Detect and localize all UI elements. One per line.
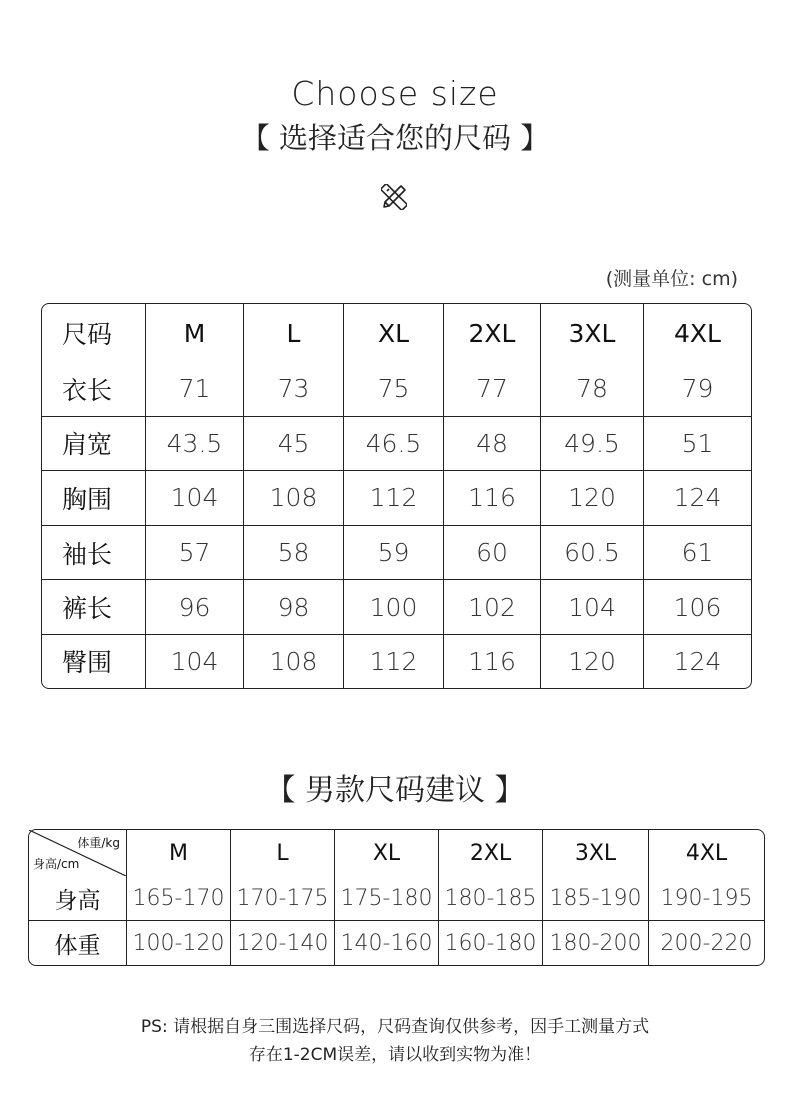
table-cell: 120 [541, 471, 644, 526]
table-row [42, 417, 751, 472]
size-header-cell: L [231, 830, 335, 876]
size-chart-table [41, 303, 752, 689]
footer-note-line-2: 存在1-2CM误差，请以收到实物为准！ [248, 1045, 542, 1065]
page-title-chinese: 【 选择适合您的尺码 】 [240, 121, 550, 155]
size-chart-header-row [42, 304, 751, 362]
footer-note [0, 1013, 790, 1069]
diagonal-corner-cell [29, 830, 127, 876]
table-cell: 104 [146, 471, 244, 526]
table-cell: 116 [444, 635, 541, 688]
row-label: 身高 [29, 876, 127, 921]
table-cell: 59 [344, 526, 444, 581]
table-cell: 108 [244, 471, 344, 526]
size-header-cell: 2XL [439, 830, 543, 876]
table-row [42, 526, 751, 581]
row-label: 裤长 [42, 580, 146, 635]
table-cell: 104 [541, 580, 644, 635]
table-cell: 51 [644, 417, 751, 472]
size-corner-label: 尺码 [42, 304, 146, 362]
table-row [42, 635, 751, 688]
recommend-section-title: 【 男款尺码建议 】 [265, 773, 525, 808]
table-cell: 102 [444, 580, 541, 635]
table-cell: 175-180 [335, 876, 439, 921]
table-cell: 73 [244, 362, 344, 417]
size-header-cell: 2XL [444, 304, 541, 362]
table-cell: 104 [146, 635, 244, 688]
table-row [42, 471, 751, 526]
table-cell: 140-160 [335, 921, 439, 965]
table-cell: 58 [244, 526, 344, 581]
table-cell: 60 [444, 526, 541, 581]
size-header-cell: XL [335, 830, 439, 876]
size-header-cell: 4XL [685, 840, 728, 866]
table-cell: 180-200 [543, 921, 649, 965]
table-cell: 75 [344, 362, 444, 417]
table-cell: 61 [644, 526, 751, 581]
table-cell: 43.5 [146, 417, 244, 472]
table-cell: 78 [541, 362, 644, 417]
size-header-cell: M [146, 304, 244, 362]
table-cell: 77 [444, 362, 541, 417]
size-header-cell: 4XL [674, 318, 721, 348]
table-cell: 120 [541, 635, 644, 688]
row-label: 胸围 [42, 471, 146, 526]
table-cell: 112 [344, 635, 444, 688]
table-cell: 106 [644, 580, 751, 635]
table-row [29, 876, 764, 921]
table-cell: 45 [244, 417, 344, 472]
size-header-cell: 3XL [541, 304, 644, 362]
table-cell: 116 [444, 471, 541, 526]
table-cell: 48 [444, 417, 541, 472]
table-cell: 200-220 [660, 930, 753, 956]
table-cell: 120-140 [231, 921, 335, 965]
table-cell: 100 [344, 580, 444, 635]
recommend-header-row [29, 830, 764, 876]
page-title-english: Choose size [291, 74, 499, 113]
table-cell: 100-120 [127, 921, 231, 965]
table-cell: 170-175 [231, 876, 335, 921]
size-header-cell: 3XL [543, 830, 649, 876]
size-header-cell: L [244, 304, 344, 362]
ruler-pencil-icon [381, 184, 407, 210]
table-cell: 98 [244, 580, 344, 635]
table-cell: 96 [146, 580, 244, 635]
unit-note: (测量单位: cm) [605, 268, 738, 290]
size-header-cell: M [127, 830, 231, 876]
table-cell: 124 [673, 646, 722, 676]
table-cell: 124 [644, 471, 751, 526]
row-label: 臀围 [42, 635, 146, 688]
table-cell: 46.5 [344, 417, 444, 472]
table-row [42, 362, 751, 417]
table-cell: 185-190 [543, 876, 649, 921]
corner-height-label: 身高/cm [33, 857, 80, 871]
row-label: 衣长 [42, 362, 146, 417]
row-label: 袖长 [42, 526, 146, 581]
table-cell: 79 [644, 362, 751, 417]
table-row [29, 921, 764, 965]
corner-weight-label: 体重/kg [77, 836, 120, 850]
table-cell: 108 [244, 635, 344, 688]
recommend-table [28, 829, 765, 966]
row-label: 肩宽 [42, 417, 146, 472]
table-cell: 60.5 [541, 526, 644, 581]
table-cell: 112 [344, 471, 444, 526]
table-cell: 190-195 [649, 876, 764, 921]
table-cell: 49.5 [541, 417, 644, 472]
table-cell: 180-185 [439, 876, 543, 921]
table-cell: 165-170 [127, 876, 231, 921]
table-cell: 57 [146, 526, 244, 581]
size-header-cell: XL [344, 304, 444, 362]
table-cell: 71 [146, 362, 244, 417]
table-row [42, 580, 751, 635]
row-label: 体重 [29, 921, 127, 965]
table-cell: 160-180 [439, 921, 543, 965]
footer-note-line-1: PS: 请根据自身三围选择尺码，尺码查询仅供参考，因手工测量方式 [140, 1017, 650, 1037]
